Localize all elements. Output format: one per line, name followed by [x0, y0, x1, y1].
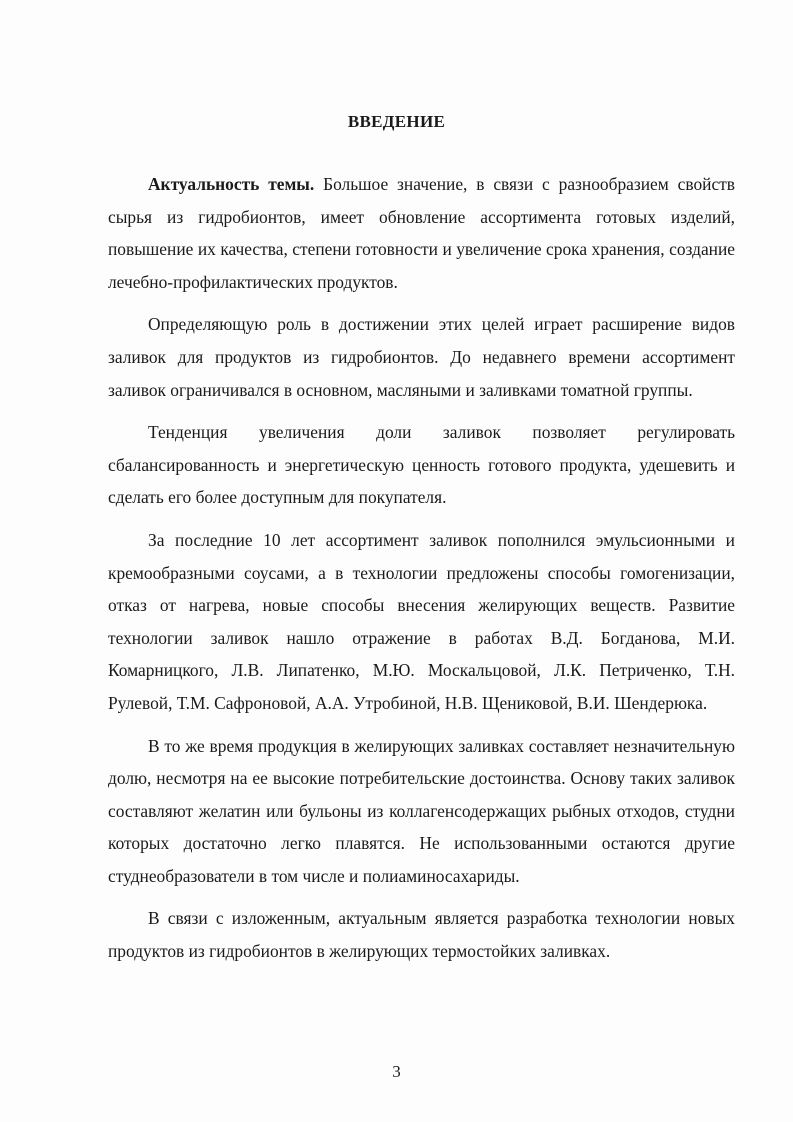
paragraph-text: Большое значение, в связи с разнообразием свойств сырья из гидробионтов, имеет обновление ассортимента готовых изделий, повышение их качества, степени готовности и увеличение срока хранения, создание лечебно-профилактических продуктов. [108, 174, 735, 292]
paragraph-history: За последние 10 лет ассортимент заливок пополнился эмульсионными и кремообразными соусами, а в технологии предложены способы гомогенизации, отказ от нагрева, новые способы внесения желирующих веществ. Развитие технологии заливок нашло отражение в работах В.Д. Богданова, М.И. Комарницкого, Л.В. Липатенко, М.Ю. Москальцовой, Л.К. Петриченко, Т.Н. Рулевой, Т.М. Сафроновой, А.А. Утробиной, Н.В. Щениковой, В.И. Шендерюка. [108, 529, 735, 713]
page-number: 3 [392, 1062, 401, 1081]
body-text [108, 168, 735, 978]
paragraph-conclusion: В связи с изложенным, актуальным является разработка технологии новых продуктов из гидробионтов в желирующих термостойких заливках. [108, 908, 735, 962]
page-title: ВВЕДЕНИЕ [347, 112, 446, 131]
paragraph-gelling: В то же время продукция в желирующих заливках составляет незначительную долю, несмотря на ее высокие потребительские достоинства. Основу таких заливок составляют желатин или бульоны из коллагенсодержащих рыбных отходов, студни которых достаточно легко плавятся. Не использованными остаются другие студнеобразователи в том числе и полиаминосахариды. [108, 735, 735, 886]
paragraph-relevance [108, 168, 735, 298]
paragraph-lead: Актуальность темы. [148, 174, 315, 194]
paragraph-tendency: Тенденция увеличения доли заливок позволяет регулировать сбалансированность и энергетическую ценность готового продукта, удешевить и сделать его более доступным для покупателя. [108, 422, 735, 508]
paragraph-role: Определяющую роль в достижении этих целей играет расширение видов заливок для продуктов из гидробионтов. До недавнего времени ассортимент заливок ограничивался в основном, масляными и заливками томатной группы. [108, 314, 735, 400]
